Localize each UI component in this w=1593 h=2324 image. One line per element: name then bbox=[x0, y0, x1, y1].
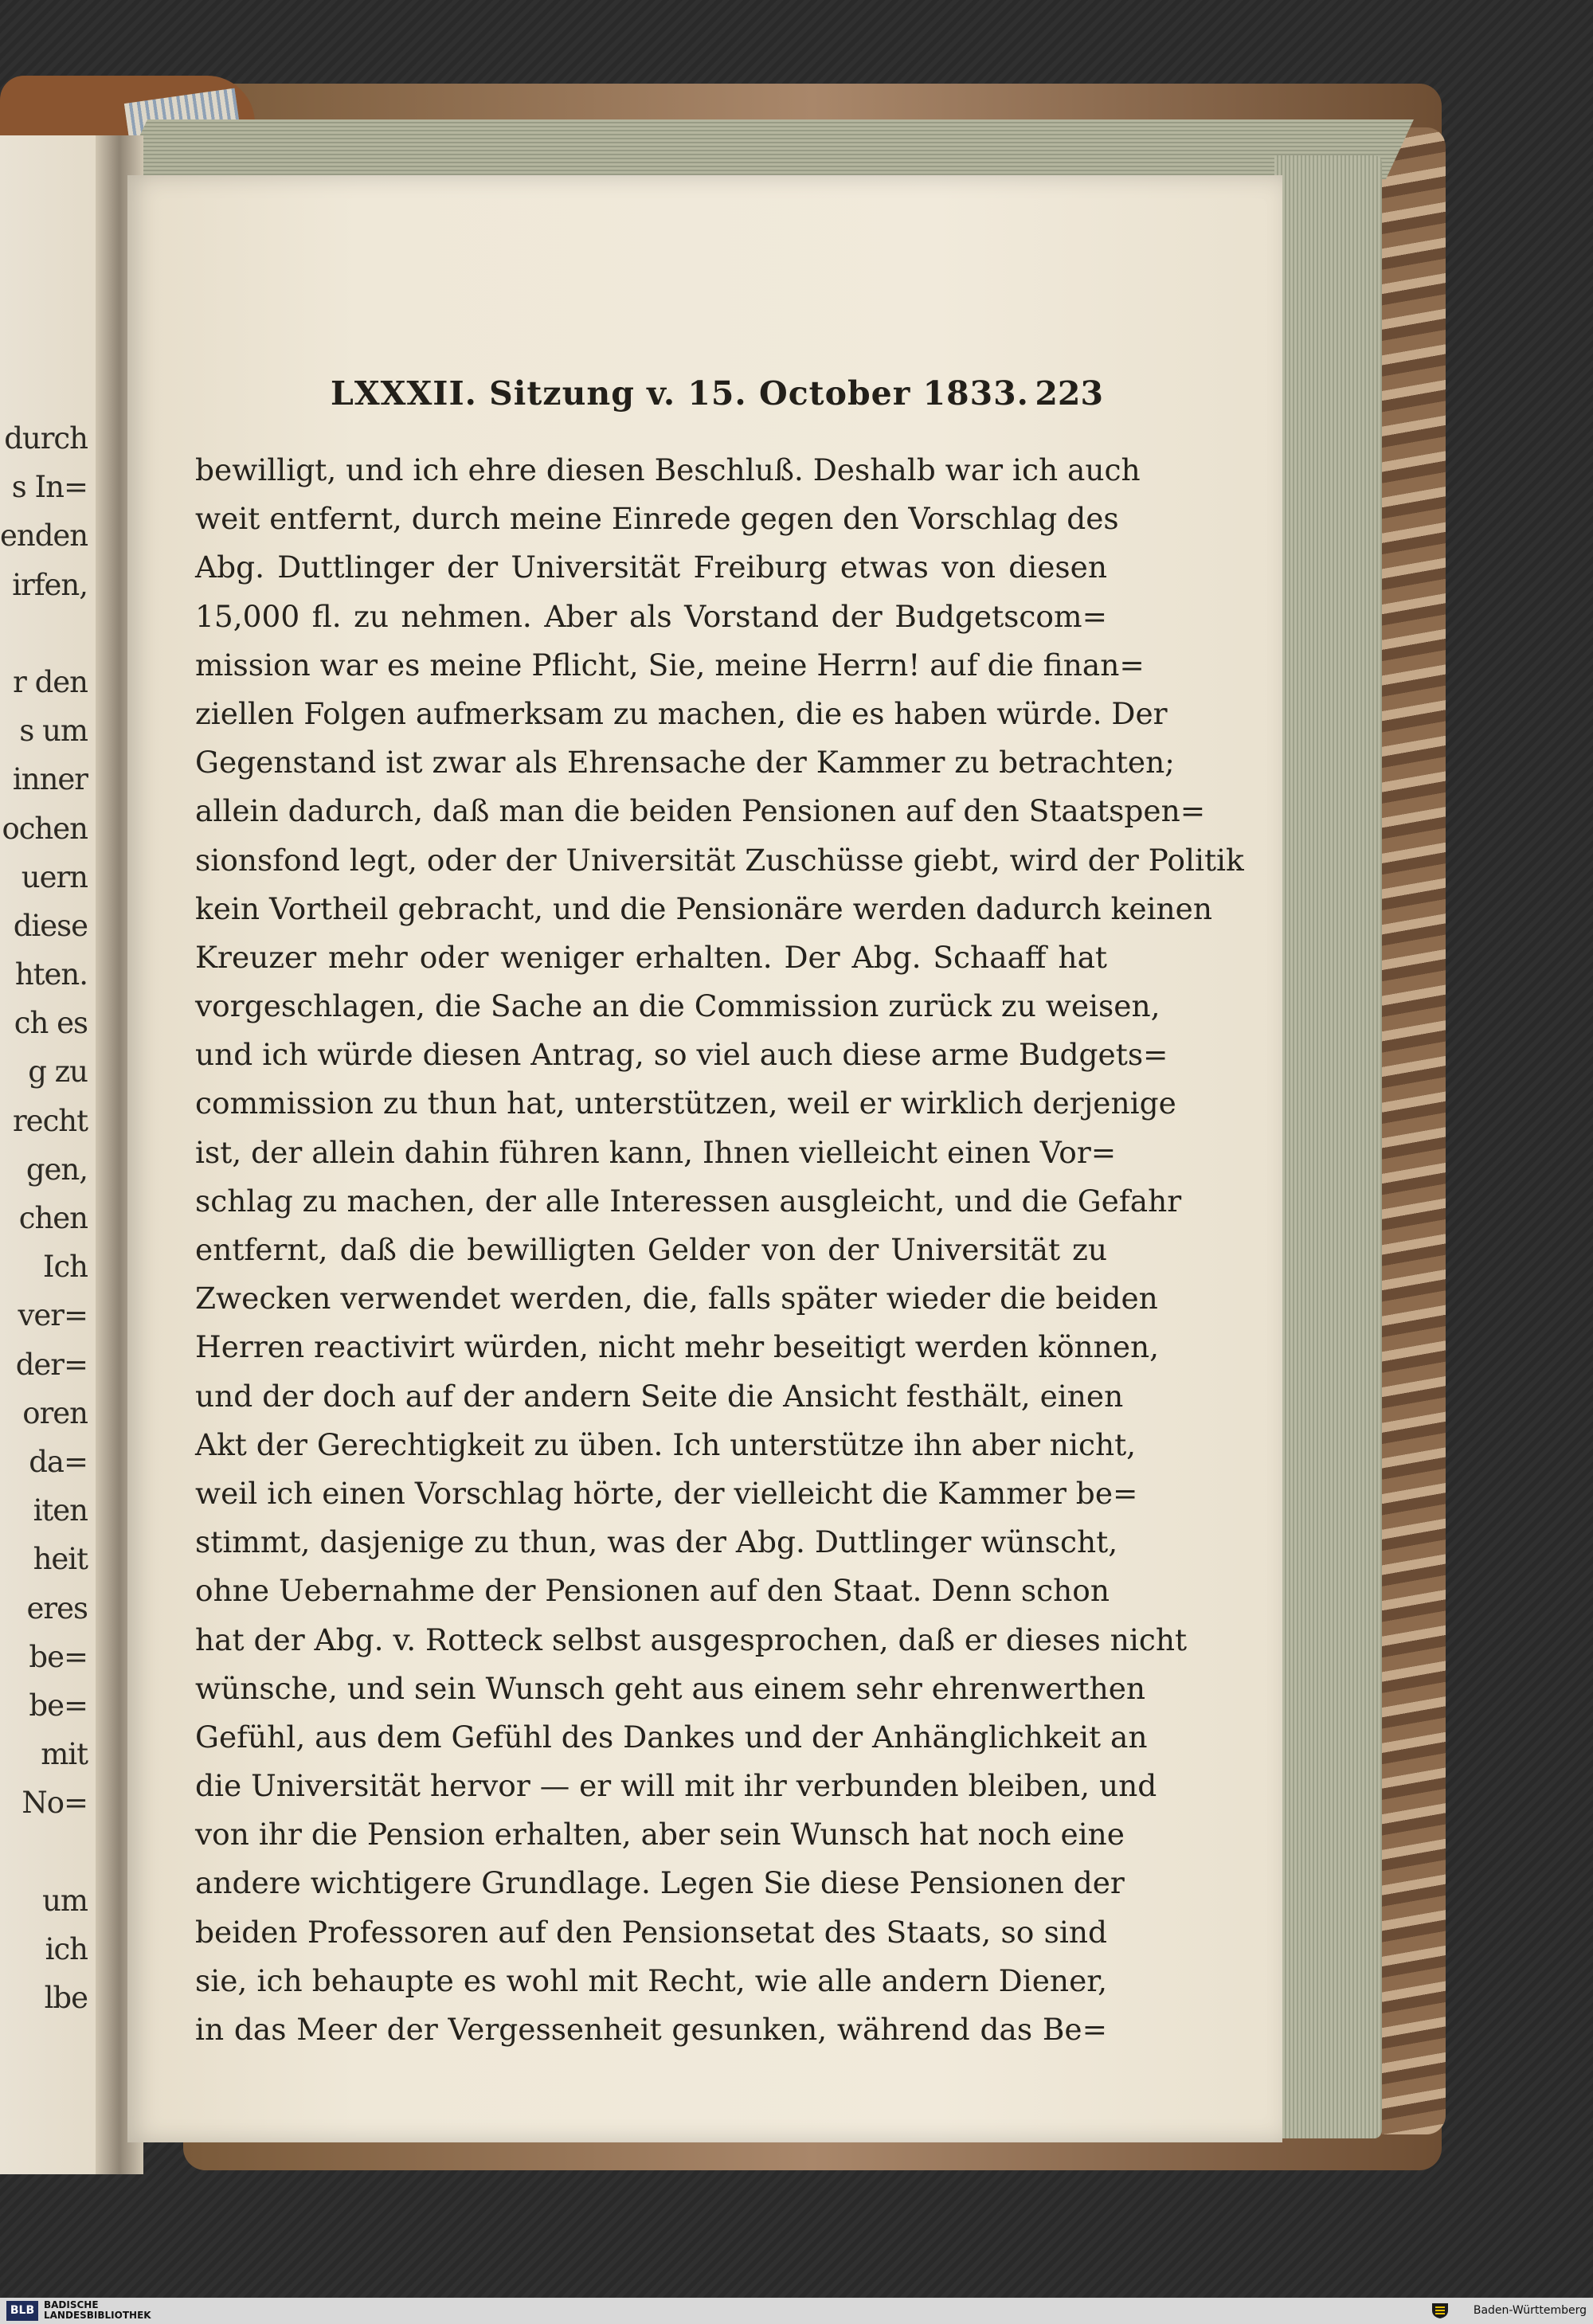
library-name-line1: BADISCHE bbox=[44, 2299, 99, 2310]
body-text bbox=[195, 446, 1244, 2054]
header-title: LXXXII. Sitzung v. 15. October 1833. bbox=[331, 374, 1029, 413]
left-page-fragment: inner bbox=[12, 762, 88, 797]
text-line: ziellen Folgen aufmerksam zu machen, die es haben würde. Der bbox=[195, 695, 1168, 731]
text-line: Gefühl, aus dem Gefühl des Dankes und der Anhänglichkeit an bbox=[195, 1719, 1148, 1755]
left-page-fragment: No= bbox=[22, 1786, 88, 1821]
text-line: Kreuzer mehr oder weniger erhalten. Der Abg. Schaaff hat bbox=[195, 939, 1107, 975]
text-line: bewilligt, und ich ehre diesen Beschluß. Deshalb war ich auch bbox=[195, 452, 1141, 487]
text-line: schlag zu machen, der alle Interessen ausgleicht, und die Gefahr bbox=[195, 1183, 1182, 1219]
text-line: sie, ich behaupte es wohl mit Recht, wie alle andern Diener, bbox=[195, 1962, 1107, 1998]
left-page-fragment: r den bbox=[13, 664, 88, 699]
text-line: Herren reactivirt würden, nicht mehr beseitigt werden können, bbox=[195, 1329, 1160, 1365]
left-page-text bbox=[0, 414, 88, 2022]
text-line: die Universität hervor — er will mit ihr verbunden bleiben, und bbox=[195, 1768, 1157, 1804]
left-page-fragment: s In= bbox=[11, 470, 88, 505]
text-line: beiden Professoren auf den Pensionsetat des Staats, so sind bbox=[195, 1914, 1107, 1950]
text-line: stimmt, dasjenige zu thun, was der Abg. Duttlinger wünscht, bbox=[195, 1524, 1118, 1560]
left-page-fragment: ch es bbox=[14, 1006, 88, 1041]
text-line: Akt der Gerechtigkeit zu üben. Ich unterstütze ihn aber nicht, bbox=[195, 1426, 1137, 1462]
text-line: und der doch auf der andern Seite die Ansicht festhält, einen bbox=[195, 1378, 1124, 1414]
left-page-fragment: lbe bbox=[44, 1981, 88, 2015]
left-page-fragment: mit bbox=[41, 1737, 88, 1772]
state-label: Baden-Württemberg bbox=[1473, 2304, 1587, 2317]
text-line: sionsfond legt, oder der Universität Zuschüsse giebt, wird der Politik bbox=[195, 842, 1244, 878]
left-page-fragment: um bbox=[42, 1883, 88, 1918]
left-page-fragment: diese bbox=[13, 908, 88, 943]
left-page-fragment: ochen bbox=[2, 811, 88, 846]
text-line: hat der Abg. v. Rotteck selbst ausgesprochen, daß er dieses nicht bbox=[195, 1622, 1188, 1657]
left-page-fragment: be= bbox=[29, 1639, 88, 1674]
left-page-fragment: gen, bbox=[25, 1152, 88, 1187]
left-page-fragment: chen bbox=[18, 1201, 88, 1235]
left-page-fragment: s um bbox=[19, 714, 88, 749]
text-line: commission zu thun hat, unterstützen, weil er wirklich derjenige bbox=[195, 1086, 1176, 1121]
left-page-fragment: hten. bbox=[14, 957, 88, 992]
left-page-fragment bbox=[0, 1827, 88, 1876]
left-page-fragment: da= bbox=[29, 1444, 88, 1479]
text-line: ist, der allein dahin führen kann, Ihnen vielleicht einen Vor= bbox=[195, 1134, 1117, 1170]
library-name bbox=[44, 2300, 151, 2321]
left-page-fragment: iten bbox=[33, 1493, 88, 1528]
text-line: 15,000 fl. zu nehmen. Aber als Vorstand der Budgetscom= bbox=[195, 598, 1107, 634]
text-line: allein dadurch, daß man die beiden Pensionen auf den Staatspen= bbox=[195, 793, 1206, 829]
page-block-edge bbox=[1274, 155, 1382, 2138]
left-page-fragment bbox=[0, 609, 88, 658]
text-line: entfernt, daß die bewilligten Gelder von der Universität zu bbox=[195, 1232, 1107, 1267]
state-crest-icon bbox=[1431, 2302, 1450, 2319]
text-line: kein Vortheil gebracht, und die Pensionäre werden dadurch keinen bbox=[195, 890, 1212, 926]
left-page-fragment: ich bbox=[45, 1931, 88, 1966]
marbled-cover-edge bbox=[1382, 127, 1446, 2134]
page-number: 223 bbox=[1035, 374, 1103, 413]
text-line: vorgeschlagen, die Sache an die Commission zurück zu weisen, bbox=[195, 988, 1161, 1024]
blb-logo: BLB bbox=[6, 2301, 38, 2321]
left-page-fragment: der= bbox=[15, 1347, 88, 1382]
text-line: und ich würde diesen Antrag, so viel auch diese arme Budgets= bbox=[195, 1037, 1168, 1073]
text-line: ohne Uebernahme der Pensionen auf den Staat. Denn schon bbox=[195, 1573, 1110, 1609]
left-page-fragment: be= bbox=[29, 1688, 88, 1723]
text-line: Gegenstand ist zwar als Ehrensache der Kammer zu betrachten; bbox=[195, 745, 1175, 781]
text-line: Zwecken verwendet werden, die, falls später wieder die beiden bbox=[195, 1281, 1158, 1317]
footer-bar bbox=[0, 2298, 1593, 2324]
left-page-fragment: durch bbox=[4, 421, 88, 456]
left-page-fragment: Ich bbox=[42, 1250, 88, 1285]
left-page-fragment: heit bbox=[33, 1542, 88, 1577]
left-page-fragment: uern bbox=[21, 859, 88, 894]
text-line: Abg. Duttlinger der Universität Freiburg etwas von diesen bbox=[195, 550, 1107, 585]
text-line: wünsche, und sein Wunsch geht aus einem sehr ehrenwerthen bbox=[195, 1670, 1146, 1706]
left-page-fragment: eres bbox=[26, 1590, 88, 1626]
running-header bbox=[331, 374, 1103, 422]
left-page-fragment: ver= bbox=[18, 1298, 88, 1333]
left-page-fragment: enden bbox=[0, 518, 88, 554]
text-line: von ihr die Pension erhalten, aber sein Wunsch hat noch eine bbox=[195, 1817, 1125, 1853]
text-line: in das Meer der Vergessenheit gesunken, während das Be= bbox=[195, 2012, 1107, 2047]
left-page-fragment: oren bbox=[22, 1395, 88, 1430]
left-page-fragment: recht bbox=[12, 1103, 88, 1138]
text-line: weil ich einen Vorschlag hörte, der vielleicht die Kammer be= bbox=[195, 1475, 1138, 1511]
left-page-fragment: g zu bbox=[28, 1054, 88, 1090]
text-line: mission war es meine Pflicht, Sie, meine Herrn! auf die finan= bbox=[195, 647, 1145, 683]
page-block-top bbox=[119, 119, 1414, 179]
text-line: andere wichtigere Grundlage. Legen Sie diese Pensionen der bbox=[195, 1865, 1125, 1901]
library-name-line2: LANDESBIBLIOTHEK bbox=[44, 2310, 151, 2321]
text-line: weit entfernt, durch meine Einrede gegen den Vorschlag des bbox=[195, 501, 1119, 537]
left-page-fragment: irfen, bbox=[12, 567, 88, 602]
